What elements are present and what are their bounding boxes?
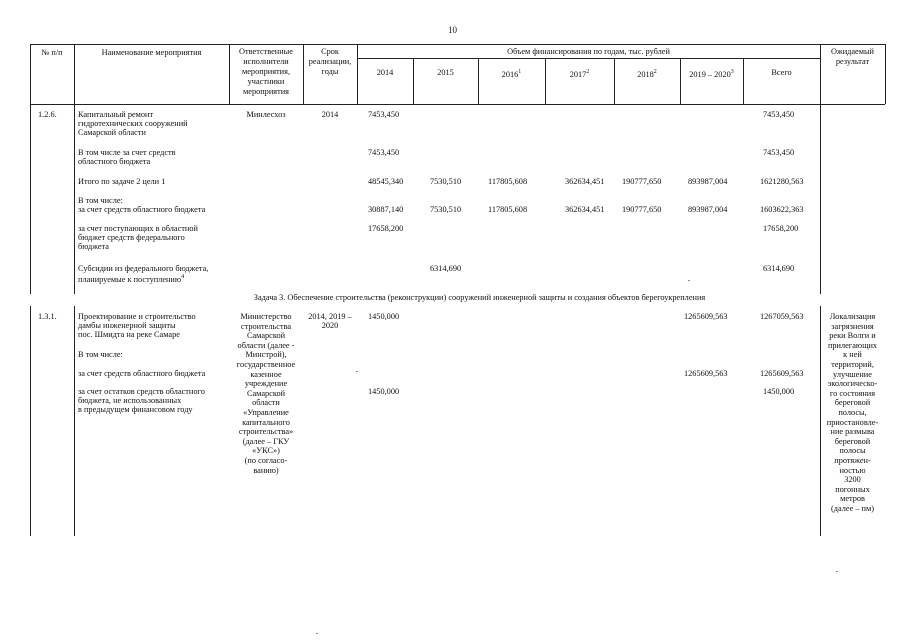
header-responsible-2: исполнители xyxy=(243,57,289,66)
expected-result-line: реки Волги и xyxy=(829,331,876,341)
cell-total: 17658,200 xyxy=(763,224,799,233)
cell-2016: 117805,608 xyxy=(488,177,528,186)
year-2018-footnote: 2 xyxy=(653,69,657,75)
scan-speck xyxy=(688,280,690,281)
table-top-border xyxy=(30,44,885,45)
responsible-line: области (далее - xyxy=(237,340,295,350)
expected-result-line: береговой xyxy=(834,436,871,446)
row-name-line: дамбы инженерной защиты xyxy=(78,321,176,330)
cell-total: 7453,450 xyxy=(763,148,795,157)
row-name-line: Самарской области xyxy=(78,128,146,137)
col-divider-body xyxy=(820,104,821,294)
header-responsible-3: мероприятия, xyxy=(241,67,291,76)
cell-total: 1603622,363 xyxy=(760,205,804,214)
row-num: 1.2.6. xyxy=(38,110,57,119)
row-responsible: Минлесхоз xyxy=(246,110,286,119)
row-term: 2020 xyxy=(321,321,339,330)
cell-2017: 362634,451 xyxy=(565,205,605,214)
cell-2018: 190777,650 xyxy=(622,177,662,186)
cell-2015: 7530,510 xyxy=(430,177,462,186)
expected-result-line: ностью xyxy=(839,465,866,475)
responsible-line: государственное xyxy=(236,360,296,369)
expected-result-line: загрязнения xyxy=(831,321,874,331)
col-divider xyxy=(478,58,479,104)
row-name-line: за счет остатков средств областного xyxy=(78,387,205,396)
expected-result-line: погонных xyxy=(835,484,870,494)
year-2017: 2017$^2$ xyxy=(569,69,590,79)
year-2018: 2018$^2$ xyxy=(637,69,657,79)
cell-total: 7453,450 xyxy=(763,110,795,119)
responsible-line: «УКС») xyxy=(252,446,280,456)
header-term-1: Срок xyxy=(321,47,339,56)
row-name-line: В том числе за счет средств xyxy=(78,148,176,157)
cell-2014: 7453,450 xyxy=(368,110,400,119)
expected-result-line: экологическо- xyxy=(827,379,878,389)
header-result-1: Ожидаемый xyxy=(830,47,875,56)
expected-result-line: 3200 xyxy=(844,475,861,485)
year-2014: 2014 xyxy=(376,68,394,77)
responsible-line: капитального xyxy=(242,417,290,427)
scan-speck xyxy=(316,633,318,634)
col-divider xyxy=(680,58,681,104)
responsible-line: «Управление xyxy=(243,408,289,417)
col-divider xyxy=(413,58,414,104)
row-name-line: бюджета xyxy=(78,242,109,251)
responsible-line: (далее – ГКУ xyxy=(242,436,290,446)
cell-2017: 362634,451 xyxy=(565,177,605,186)
row-name-line: за счет средств областного бюджета xyxy=(78,205,206,214)
cell-2019-2020: 1265609,563 xyxy=(684,312,728,321)
row-name-line: гидротехнических сооружений xyxy=(78,119,188,128)
expected-result-line: к ней xyxy=(843,350,862,360)
responsible-line: Министерство xyxy=(240,312,292,321)
expected-result-line: метров xyxy=(840,494,865,504)
expected-result-line: полосы xyxy=(839,446,866,456)
in-that-number: В том числе: xyxy=(78,350,123,359)
responsible-line: ванию) xyxy=(253,465,279,475)
year-2019-2020-footnote: 3 xyxy=(730,69,734,75)
header-result-2: результат xyxy=(835,57,870,66)
header-num: № п/п xyxy=(41,48,63,57)
col-divider xyxy=(743,58,744,104)
row-name-line: бюджета, не использованных xyxy=(78,396,182,405)
expected-result-line: (далее – пм) xyxy=(831,504,874,513)
cell-2014: 30887,140 xyxy=(368,205,404,214)
row-name-line: бюджет средств федерального xyxy=(78,233,185,242)
responsible-line: Минстрой), xyxy=(245,350,287,360)
responsible-line: (по согласо- xyxy=(244,456,288,465)
scan-speck xyxy=(836,571,838,572)
year-2015: 2015 xyxy=(437,68,454,77)
col-divider xyxy=(614,58,615,104)
responsible-line: строительства» xyxy=(238,427,294,437)
task3-title: Задача 3. Обеспечение строительства (реконструкции) сооружений инженерной защиты и создания объектов берегоукрепления xyxy=(253,293,706,302)
responsible-line: строительства xyxy=(240,321,292,331)
cell-total: 1450,000 xyxy=(763,387,795,396)
responsible-line: казенное xyxy=(250,369,282,379)
cell-2018: 190777,650 xyxy=(622,205,662,214)
cell-total: 6314,690 xyxy=(763,264,795,273)
responsible-line: Самарской xyxy=(246,331,286,341)
row-num: 1.3.1. xyxy=(38,312,57,321)
header-financing: Объем финансирования по годам, тыс. рублей xyxy=(507,47,670,56)
cell-2015: 7530,510 xyxy=(430,205,462,214)
expected-result-line: го состояния xyxy=(829,388,876,398)
row-name-line: планируемые к поступлению$^4$ xyxy=(78,274,185,284)
row-name-line: Субсидии из федерального бюджета, xyxy=(78,264,209,273)
year-2019-2020: 2019 – 2020$^3$ xyxy=(689,69,734,79)
row-name-line: в предыдущем финансовом году xyxy=(78,405,193,414)
header-responsible-1: Ответственные xyxy=(239,47,293,56)
responsible-line: Самарской xyxy=(246,388,286,398)
itogo-label: Итого по задаче 2 цели 1 xyxy=(78,177,166,186)
cell-2014: 48545,340 xyxy=(368,177,404,186)
cell-2014: 17658,200 xyxy=(368,224,404,233)
cell-2019-2020: 893987,004 xyxy=(688,205,728,214)
table-right-border xyxy=(885,44,886,104)
year-total: Всего xyxy=(771,68,792,77)
col-divider-body xyxy=(74,104,75,294)
year-2016: 2016$^1$ xyxy=(501,69,522,79)
cell-2016: 117805,608 xyxy=(488,205,528,214)
cell-total: 1621280,563 xyxy=(760,177,804,186)
row-name-line: Капитальный ремонт xyxy=(78,110,154,119)
row-name-line: В том числе: xyxy=(78,196,123,205)
page-number: 10 xyxy=(448,25,457,35)
col-divider-body xyxy=(30,104,31,294)
col-divider xyxy=(545,58,546,104)
cell-2014: 1450,000 xyxy=(368,387,400,396)
cell-total: 1267059,563 xyxy=(760,312,804,321)
col-divider-body xyxy=(74,306,75,536)
expected-result-line: улучшение xyxy=(833,369,872,379)
row-term: 2014, 2019 – xyxy=(308,312,352,321)
year-2017-footnote: 2 xyxy=(586,69,590,75)
year-2016-footnote: 1 xyxy=(518,69,522,75)
expected-result-line: прилегающих xyxy=(827,340,878,350)
expected-result-line: территорий, xyxy=(831,360,874,369)
cell-total: 1265609,563 xyxy=(760,369,804,378)
row-name-line: за счет поступающих в областной xyxy=(78,224,198,233)
row-term: 2014 xyxy=(321,110,339,119)
expected-result-line: полосы, xyxy=(838,408,867,417)
cell-2019-2020: 1265609,563 xyxy=(684,369,728,378)
cell-2019-2020: 893987,004 xyxy=(688,177,728,186)
expected-result-line: береговой xyxy=(834,398,871,408)
cell-2014: 1450,000 xyxy=(368,312,400,321)
expected-result-line: приостановле- xyxy=(826,417,879,427)
expected-result-line: протяжен- xyxy=(834,456,871,465)
header-bottom-border xyxy=(30,104,885,105)
row-name-line: за счет средств областного бюджета xyxy=(78,369,206,378)
financing-divider xyxy=(357,58,820,59)
header-name: Наименование мероприятия xyxy=(101,48,202,57)
expected-result-line: ние размыва xyxy=(830,427,875,437)
expected-result-line: Локализация xyxy=(829,312,876,321)
row-name-line: областного бюджета xyxy=(78,157,151,166)
header-responsible-4: участники xyxy=(247,77,285,86)
responsible-line: области xyxy=(252,398,280,408)
cell-2014: 7453,450 xyxy=(368,148,400,157)
header-term-2: реализации, xyxy=(308,57,352,66)
scan-speck xyxy=(356,371,358,372)
header-responsible-5: мероприятия xyxy=(243,87,289,96)
subsidies-footnote: 4 xyxy=(181,274,185,280)
row-name-line: Проектирование и строительство xyxy=(78,312,196,321)
row-name-line: пос. Шмидта на реке Самаре xyxy=(78,330,180,339)
col-divider-body xyxy=(30,306,31,536)
cell-2015: 6314,690 xyxy=(430,264,462,273)
responsible-line: учреждение xyxy=(244,379,288,389)
header-term-3: годы xyxy=(321,67,339,76)
